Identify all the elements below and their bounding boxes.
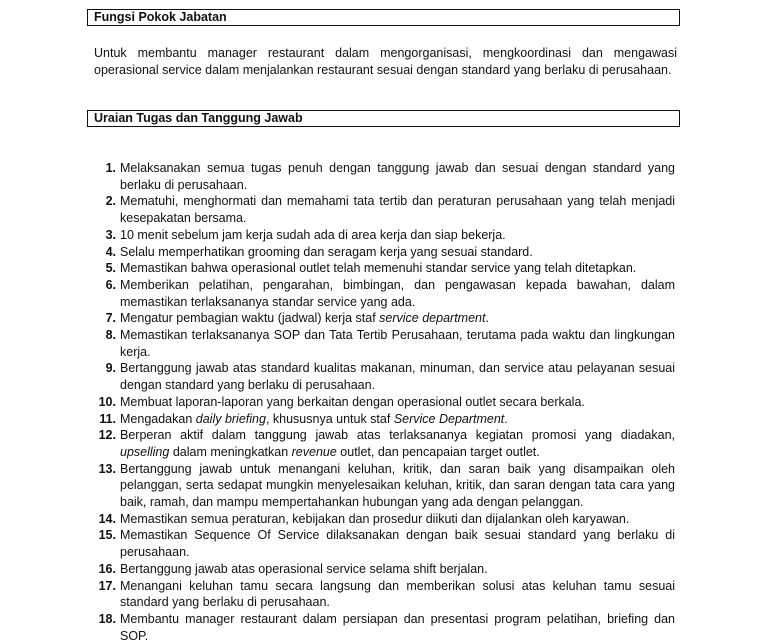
duty-text-segment: dalam meningkatkan [169, 444, 292, 459]
duty-item [0, 578, 675, 611]
duty-number: 4. [105, 244, 116, 259]
duty-number: 10. [98, 394, 116, 409]
duty-text [120, 562, 488, 576]
duty-item [0, 461, 675, 511]
duty-text-italic-segment: daily briefing [195, 411, 266, 426]
duty-text-italic-segment: revenue [291, 444, 337, 459]
duty-number: 7. [105, 311, 116, 326]
duty-item [0, 227, 675, 244]
duty-text-segment: Memastikan semua peraturan, kebijakan dan prosedur diikuti dan dijalankan oleh karyawan. [120, 511, 630, 526]
duty-item [0, 327, 675, 360]
duty-item [0, 394, 675, 411]
duty-text-segment: . [485, 311, 489, 326]
duty-text [120, 328, 675, 359]
duty-number: 2. [105, 194, 116, 209]
section-header-uraian-tugas [87, 110, 680, 127]
duty-text [120, 361, 675, 392]
duty-text-segment: Mengadakan [120, 411, 196, 426]
duty-number: 3. [105, 227, 116, 242]
duty-number: 1. [105, 161, 116, 175]
duty-text-segment: Melaksanakan semua tugas penuh dengan tanggung jawab dan sesuai dengan standard yang berlaku di perusahaan. [120, 161, 675, 192]
duty-text [120, 261, 636, 275]
duty-text-segment: Membantu manager restaurant dalam persiapan dan presentasi program pelatihan, briefing dan SOP. [120, 611, 675, 643]
section-title-fungsi-pokok: Fungsi Pokok Jabatan [94, 10, 227, 24]
duty-item [0, 527, 675, 560]
duty-text [120, 612, 675, 643]
duty-text-segment: Menangani keluhan tamu secara langsung dan memberikan solusi atas keluhan tamu sesuai standard yang berlaku di perusahaan. [120, 578, 675, 610]
duty-text [120, 528, 675, 559]
duty-text-segment: . [504, 411, 508, 426]
duty-text-italic-segment: upselling [120, 444, 170, 459]
duty-text [120, 194, 675, 225]
duty-text [120, 278, 675, 309]
duty-text [120, 161, 675, 192]
duty-text [120, 412, 508, 426]
duty-item [0, 360, 675, 393]
duty-text [120, 579, 675, 610]
section-header-fungsi-pokok [87, 9, 680, 26]
duty-item [0, 427, 675, 460]
duty-text [120, 245, 533, 259]
duty-item [0, 260, 675, 277]
duty-text [120, 512, 629, 526]
duty-text-segment: Selalu memperhatikan grooming dan seragam kerja yang sesuai standard. [120, 244, 533, 259]
job-purpose-paragraph: Untuk membantu manager restaurant dalam mengorganisasi, mengkoordinasi dan mengawasi operasional service dalam menjalankan restaurant sesuai dengan standard yang berlaku di perusahaan. [94, 46, 677, 77]
duty-number: 9. [105, 361, 116, 376]
duty-item [0, 561, 675, 578]
duty-text-segment: Bertanggung jawab atas operasional service selama shift berjalan. [120, 561, 488, 576]
duty-item [0, 244, 675, 261]
duty-number: 6. [105, 277, 116, 292]
duty-text-segment: Memastikan Sequence Of Service dilaksanakan dengan baik sesuai standard yang berlaku di perusahaan. [120, 528, 675, 560]
duty-text-segment: Membuat laporan-laporan yang berkaitan dengan operasional outlet secara berkala. [120, 394, 585, 409]
duty-item [0, 411, 675, 428]
duty-text-segment: Memastikan bahwa operasional outlet telah memenuhi standar service yang telah ditetapkan. [120, 261, 637, 276]
duty-text [120, 228, 506, 242]
duty-list [0, 160, 768, 644]
duty-number: 8. [105, 328, 116, 343]
duty-text-segment: Mengatur pembagian waktu (jadwal) kerja staf [120, 311, 380, 326]
duty-text-italic-segment: service department [379, 311, 486, 326]
duty-text-segment: Bertanggung jawab untuk menangani keluhan, kritik, dan saran baik yang disampaikan oleh pelanggan, serta sedapat mungkin menyelesaikan keluhan, kritik, dan saran dengan tata cara yang baik, ramah, dan mampu mempertahankan hubungan yang ada dengan pelanggan. [120, 461, 675, 510]
duty-text [120, 428, 675, 459]
duty-text-segment: Memberikan pelatihan, pengarahan, bimbingan, dan pengawasan kepada bawahan, dalam memastikan terlaksananya standar service yang ada. [120, 277, 675, 309]
duty-text-segment: 10 menit sebelum jam kerja sudah ada di area kerja dan siap bekerja. [120, 227, 506, 242]
duty-text [120, 395, 585, 409]
duty-item [0, 160, 675, 193]
section-title-uraian-tugas: Uraian Tugas dan Tanggung Jawab [94, 111, 303, 125]
duty-item [0, 193, 675, 226]
duty-item [0, 611, 675, 644]
duty-text [120, 462, 675, 509]
duty-number: 11. [99, 411, 116, 426]
duty-number: 17. [98, 578, 116, 593]
duty-text-segment: Berperan aktif dalam tanggung jawab atas terlaksananya kegiatan promosi yang diadakan, [120, 428, 675, 443]
duty-item [0, 277, 675, 310]
duty-item [0, 310, 675, 327]
duty-item [0, 511, 675, 528]
duty-number: 15. [98, 528, 116, 543]
duty-number: 5. [105, 261, 116, 276]
duty-number: 14. [98, 511, 116, 526]
duty-text-segment: Bertanggung jawab atas standard kualitas makanan, minuman, dan service atau pelayanan sesuai dengan standard yang berlaku di perusahaan. [120, 361, 675, 393]
duty-text [120, 311, 489, 325]
duty-text-segment: , khususnya untuk staf [265, 411, 394, 426]
duty-number: 16. [98, 561, 116, 576]
duty-number: 12. [98, 428, 116, 443]
duty-number: 13. [98, 461, 116, 476]
duty-text-italic-segment: Service Department [393, 411, 505, 426]
duty-number: 18. [98, 611, 116, 626]
duty-text-segment: Memastikan terlaksananya SOP dan Tata Tertib Perusahaan, terutama pada waktu dan lingkungan kerja. [120, 328, 675, 359]
duty-text-segment: Mematuhi, menghormati dan memahami tata tertib dan peraturan perusahaan yang telah menjadi kesepakatan bersama. [120, 194, 675, 226]
duty-text-segment: outlet, dan pencapaian target outlet. [336, 444, 540, 459]
